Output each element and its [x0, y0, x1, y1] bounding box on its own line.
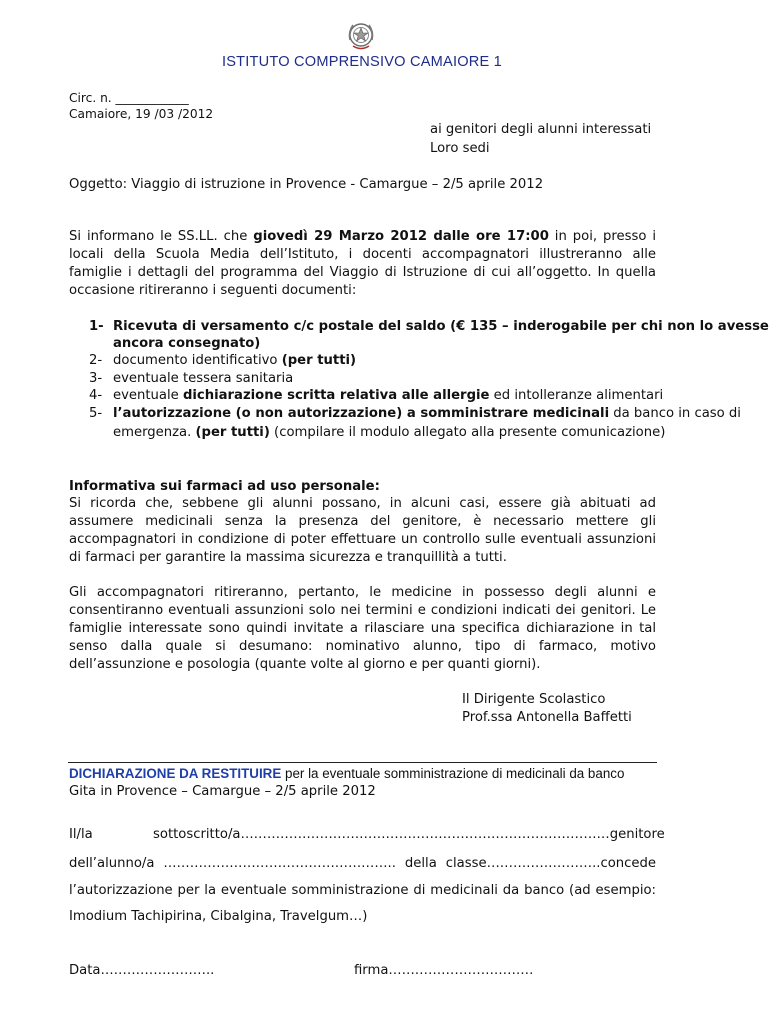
recipients-line-2: Loro sedi — [430, 141, 490, 156]
form-row-1-label: Il/la — [69, 827, 93, 842]
list-item-4-post: ed intolleranze alimentari — [489, 388, 664, 403]
institute-title: ISTITUTO COMPRENSIVO CAMAIORE 1 — [221, 54, 502, 70]
form-row-2[interactable]: dell’alunno/a …………………………………………….. della classe……………………..concede — [69, 856, 656, 871]
form-row-4: Imodium Tachipirina, Cibalgina, Travelgum…) — [69, 909, 368, 924]
list-item-4 — [89, 387, 663, 405]
form-trip: Gita in Provence – Camargue – 2/5 aprile 2012 — [69, 784, 376, 799]
info-heading: Informativa sui farmaci ad uso personale: — [69, 479, 380, 494]
section-divider — [68, 762, 657, 763]
form-row-3: l’autorizzazione per la eventuale somministrazione di medicinali da banco (ad esempio: — [69, 883, 656, 898]
list-item-1-line-2: ancora consegnato) — [113, 336, 261, 351]
form-date-field[interactable]: Data…………………….. — [69, 963, 215, 978]
list-item-3-text: eventuale tessera sanitaria — [113, 371, 294, 386]
list-item-5-line-2 — [113, 424, 665, 442]
italian-republic-emblem-icon — [346, 20, 376, 52]
intro-paragraph — [69, 228, 656, 300]
list-item-5-line2-pre: emergenza. — [113, 425, 196, 440]
info-paragraph-2: Gli accompagnatori ritireranno, pertanto, le medicine in possesso degli alunni e consentiranno eventuali assunzioni solo nei termini e condizioni indicati dei genitori. Le famiglie interessate sono quindi invitate a rilasciare una specifica dichiarazione in tal senso dalla quale si desumano: nominativo alunno, tipo di farmaco, motivo dell’assunzione e posologia (quante volte al giorno e per quanti giorni). — [69, 585, 656, 672]
list-item-5-post: da banco in caso di — [609, 406, 741, 421]
form-row-1-field[interactable]: sottoscritto/a…………………………………………………………………………genitore — [153, 827, 665, 842]
list-item-2 — [89, 352, 356, 370]
list-item-1-line-1 — [89, 318, 769, 336]
intro-post: in poi, presso i locali della Scuola Media dell’Istituto, i docenti accompagnatori illustreranno alle famiglie i dettagli del programma del Viaggio di Istruzione di cui all’oggetto. In quella occasione ritireranno i seguenti documenti: — [69, 229, 656, 298]
list-item-1-number: 1- — [89, 319, 104, 334]
place-date: Camaiore, 19 /03 /2012 — [69, 107, 214, 121]
recipients-line-1: ai genitori degli alunni interessati — [430, 122, 652, 137]
list-item-3 — [89, 370, 293, 388]
form-title-rest: per la eventuale somministrazione di medicinali da banco — [281, 766, 625, 781]
list-item-4-number: 4- — [89, 388, 103, 403]
list-item-3-number: 3- — [89, 371, 103, 386]
form-signature-field[interactable]: firma…………………………… — [354, 963, 534, 978]
list-item-4-bold: dichiarazione scritta relativa alle allergie — [182, 388, 490, 403]
list-item-1-text: Ricevuta di versamento c/c postale del saldo (€ 135 – inderogabile per chi non lo avesse — [113, 319, 769, 334]
list-item-2-bold: (per tutti) — [281, 353, 357, 368]
form-title — [69, 765, 624, 783]
list-item-2-number: 2- — [89, 353, 103, 368]
subject-line: Oggetto: Viaggio di istruzione in Provence - Camargue – 2/5 aprile 2012 — [69, 177, 544, 192]
list-item-4-pre: eventuale — [113, 388, 183, 403]
list-item-5-number: 5- — [89, 406, 103, 421]
list-item-5-line-1 — [89, 405, 741, 423]
signature-name: Prof.ssa Antonella Baffetti — [462, 710, 632, 725]
signature-role: Il Dirigente Scolastico — [462, 692, 606, 707]
circular-number: Circ. n. ____________ — [69, 91, 189, 105]
list-item-5-bold: l’autorizzazione (o non autorizzazione) a somministrare medicinali — [113, 406, 610, 421]
list-item-5-line2-bold: (per tutti) — [195, 425, 270, 440]
form-title-highlight: DICHIARAZIONE DA RESTITUIRE — [69, 766, 282, 781]
intro-date-bold: giovedì 29 Marzo 2012 dalle ore 17:00 — [253, 229, 549, 244]
intro-pre: Si informano le SS.LL. che — [69, 229, 254, 244]
list-item-5-line2-post: (compilare il modulo allegato alla presente comunicazione) — [269, 425, 666, 440]
info-paragraph-1: Si ricorda che, sebbene gli alunni possano, in alcuni casi, essere già abituati ad assumere medicinali senza la presenza del genitore, è necessario mettere gli accompagnatori in condizione di poter effettuare un controllo sulle eventuali assunzioni di farmaci per garantire la massima sicurezza e tranquillità a tutti. — [69, 496, 656, 565]
list-item-2-text: documento identificativo — [113, 353, 282, 368]
